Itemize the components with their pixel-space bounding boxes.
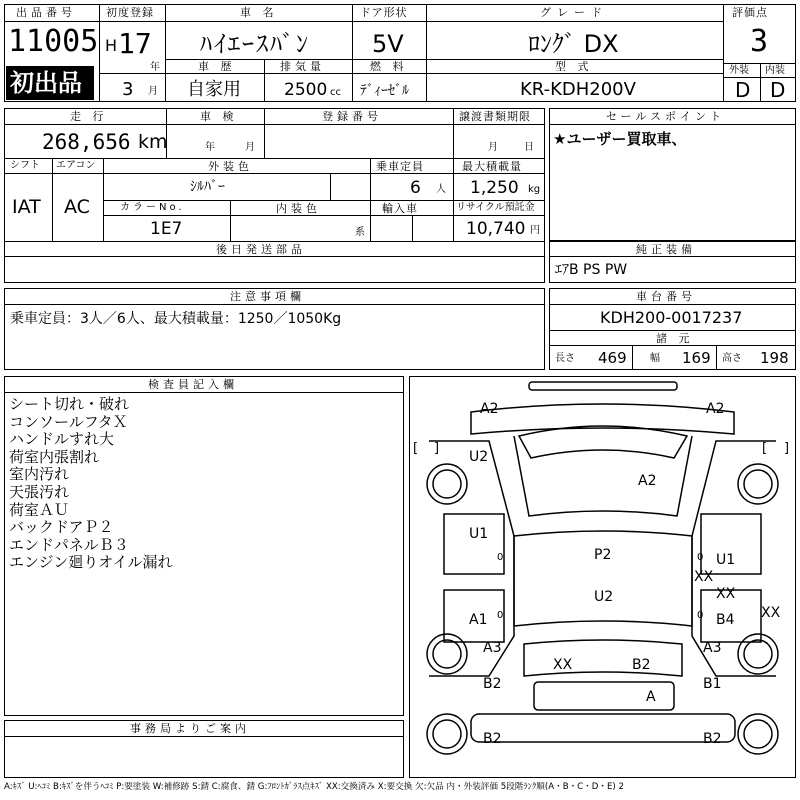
width-label: 幅 [650, 353, 660, 364]
inspector-note: ハンドルすれ大 [9, 430, 115, 449]
door-label: ドア形状 [360, 6, 408, 19]
sales-point-text: ★ユーザー買取車、 [553, 130, 687, 148]
mark-rear-center: U2 [594, 589, 614, 605]
inspector-note: エンドパネルＢ３ [9, 535, 129, 554]
length-label: 長さ [555, 353, 575, 364]
capacity-unit: 人 [436, 184, 446, 195]
inspector-note: バックドアＰ２ [9, 518, 114, 537]
wheel-zero-lf: 0 [497, 552, 504, 563]
left-front-panel [444, 514, 504, 574]
transfer-day-unit: 日 [524, 142, 534, 153]
first-listing-text: 初出品 [10, 69, 82, 97]
first-reg-era: H [105, 36, 118, 55]
mark-front-right: A2 [706, 401, 725, 417]
recycle-label: リサイクル預託金 [456, 202, 535, 213]
wheel-front-right-inner [744, 470, 772, 498]
front-bumper [471, 401, 734, 434]
sales-point-label: セールスポイント [606, 110, 726, 123]
max-load-unit: kg [528, 184, 541, 195]
equipment-label: 純正装備 [636, 243, 696, 256]
mark-right-xx2: XX [716, 586, 736, 602]
ext-color-value: ｼﾙﾊﾞｰ [190, 179, 225, 195]
max-load-value: 1,250 [470, 178, 519, 198]
mark-right-bumper: B1 [703, 676, 722, 692]
spare-wheel-inner [433, 720, 461, 748]
mark-left-quarter: A3 [483, 640, 502, 656]
mark-left-slide: U1 [469, 526, 489, 542]
mark-right-quarter: A3 [703, 640, 722, 656]
transfer-month-unit: 月 [488, 142, 498, 153]
dims-label: 諸 元 [656, 332, 694, 345]
first-reg-year: 17 [118, 27, 152, 60]
inspector-notes [9, 396, 173, 572]
wheel-rear-left-inner [433, 640, 461, 668]
mark-hood: A2 [638, 473, 657, 489]
lot-number: 11005 [8, 24, 99, 59]
color-no-label: カラーNo. [120, 202, 185, 213]
mileage-unit: km [138, 131, 168, 153]
exterior-label: 外装 [729, 65, 749, 76]
inspector-note: シート切れ・破れ [9, 395, 130, 413]
width-value: 169 [682, 349, 711, 367]
recycle-unit: 円 [530, 225, 540, 236]
height-value: 198 [760, 349, 789, 367]
roof-bar [529, 382, 677, 390]
notes-label: 注意事項欄 [230, 290, 305, 303]
mark-right-xx3: XX [761, 605, 781, 621]
legend: A:ｷｽﾞ U:ﾍｺﾐ B:ｷｽﾞを伴うﾍｺﾐ P:要塗装 W:補修跡 S:錆 C:腐食、錆 G:ﾌﾛﾝﾄｶﾞﾗｽ点ｷｽﾞ XX:交換済み X:要交換 欠:欠品 内・外装評価 5段階ﾗﾝｸ順(A・B・C・D・E) 2 [4, 782, 624, 792]
interior-label: 内装 [765, 65, 785, 76]
displacement-unit: cc [330, 87, 341, 98]
month-unit: 月 [148, 86, 158, 97]
office-label: 事務局よりご案内 [130, 722, 250, 735]
wheel-zero-lr: 0 [497, 610, 504, 621]
mark-tail-xx: XX [553, 657, 573, 673]
inspector-note: 荷室内張割れ [9, 447, 100, 466]
chassis-number: KDH200-0017237 [600, 308, 743, 327]
inspector-label: 検査員記入欄 [148, 378, 238, 391]
car-name: ﾊｲｴｰｽﾊﾞﾝ [200, 30, 310, 58]
bracket-left-open: [ [413, 441, 419, 456]
mark-tail-a: A [646, 689, 656, 705]
rear-bumper [471, 714, 735, 742]
roof-center [514, 531, 692, 626]
int-color-label: 内装色 [276, 202, 321, 215]
insp-year-unit: 年 [205, 142, 215, 153]
displacement-label: 排気量 [280, 60, 325, 73]
grade-label: グレード [540, 6, 608, 19]
mark-front-left: A2 [480, 401, 499, 417]
inspector-note: コンソールフタＸ [9, 412, 128, 431]
wheel-front-left-inner [433, 470, 461, 498]
length-value: 469 [598, 349, 627, 367]
first-reg-label: 初度登録 [106, 6, 154, 19]
model-label: 型 式 [555, 60, 593, 73]
fuel-value: ﾃﾞｨｰｾﾞﾙ [360, 83, 409, 99]
first-listing-badge [6, 66, 94, 100]
lot-no-label: 出品番号 [16, 6, 76, 19]
inspector-note: 荷室ＡＵ [9, 500, 70, 519]
displacement-value: 2500 [284, 80, 328, 100]
ac-label: エアコン [56, 160, 96, 171]
mark-bottom-right: B2 [703, 731, 722, 747]
car-outline [409, 376, 796, 778]
score-label: 評価点 [732, 6, 768, 19]
import-label: 輸入車 [382, 202, 418, 215]
mileage-value: 268,656 [42, 130, 131, 154]
inspection-label: 車 検 [200, 110, 238, 123]
bracket-right-close: ] [784, 441, 790, 456]
year-unit: 年 [150, 62, 160, 73]
mark-left-bumper: B2 [483, 676, 502, 692]
fuel-label: 燃 料 [370, 60, 408, 73]
recycle-value: 10,740 [466, 219, 526, 239]
mark-left-front-door: U2 [469, 449, 489, 465]
equipment-text: ｴｱB PS PW [555, 262, 628, 278]
interior-grade: D [770, 78, 786, 102]
transfer-label: 譲渡書類期限 [459, 110, 531, 123]
wheel-zero-rf: 0 [697, 552, 704, 563]
chassis-label: 車台番号 [636, 290, 696, 303]
inspector-note: 天張汚れ [9, 482, 70, 501]
sales-point-panel [549, 108, 796, 241]
shift-label: シフト [10, 160, 40, 171]
score-value: 3 [750, 24, 769, 59]
int-color-unit: 系 [355, 227, 365, 238]
capacity-value: 6 [410, 178, 421, 198]
bracket-left-close: ] [434, 441, 440, 456]
insp-month-unit: 月 [245, 142, 255, 153]
mark-roof: P2 [594, 547, 612, 563]
mark-tail-b2: B2 [632, 657, 651, 673]
car-name-label: 車 名 [240, 6, 278, 19]
mark-right-xx1: XX [694, 569, 714, 585]
color-no-value: 1E7 [150, 219, 183, 239]
spare-wheel-right-inner [744, 720, 772, 748]
wheel-rear-right-inner [744, 640, 772, 668]
ac-value: AC [64, 196, 90, 218]
ext-color-label: 外装色 [208, 160, 253, 173]
history-label: 車 歴 [198, 60, 236, 73]
wheel-zero-rr: 0 [697, 610, 704, 621]
windshield [519, 426, 687, 458]
capacity-label: 乗車定員 [376, 160, 424, 173]
mark-right-slide: U1 [716, 552, 736, 568]
later-parts-label: 後日発送部品 [216, 243, 306, 256]
reg-no-label: 登録番号 [322, 110, 382, 123]
rear-window [524, 640, 682, 676]
mileage-label: 走 行 [70, 110, 108, 123]
inspector-note: 室内汚れ [9, 465, 70, 484]
shift-value: IAT [12, 196, 41, 218]
bracket-right-open: [ [762, 441, 768, 456]
max-load-label: 最大積載量 [462, 160, 522, 173]
door-type: 5V [372, 30, 404, 58]
history-value: 自家用 [187, 79, 241, 100]
height-label: 高さ [722, 353, 742, 364]
mark-right-rear: B4 [716, 612, 735, 628]
notes-text: 乗車定員：3人／6人、最大積載量：1250／1050Kg [10, 311, 342, 327]
mark-left-rear: A1 [469, 612, 488, 628]
mark-bottom-left: B2 [483, 731, 502, 747]
body-upper [514, 436, 692, 516]
first-reg-month: 3 [122, 79, 134, 100]
model-value: KR-KDH200V [520, 79, 636, 100]
grade: ﾛﾝｸﾞ DX [528, 30, 619, 58]
inspector-note: エンジン廻りオイル漏れ [9, 553, 173, 572]
exterior-grade: D [735, 78, 751, 102]
